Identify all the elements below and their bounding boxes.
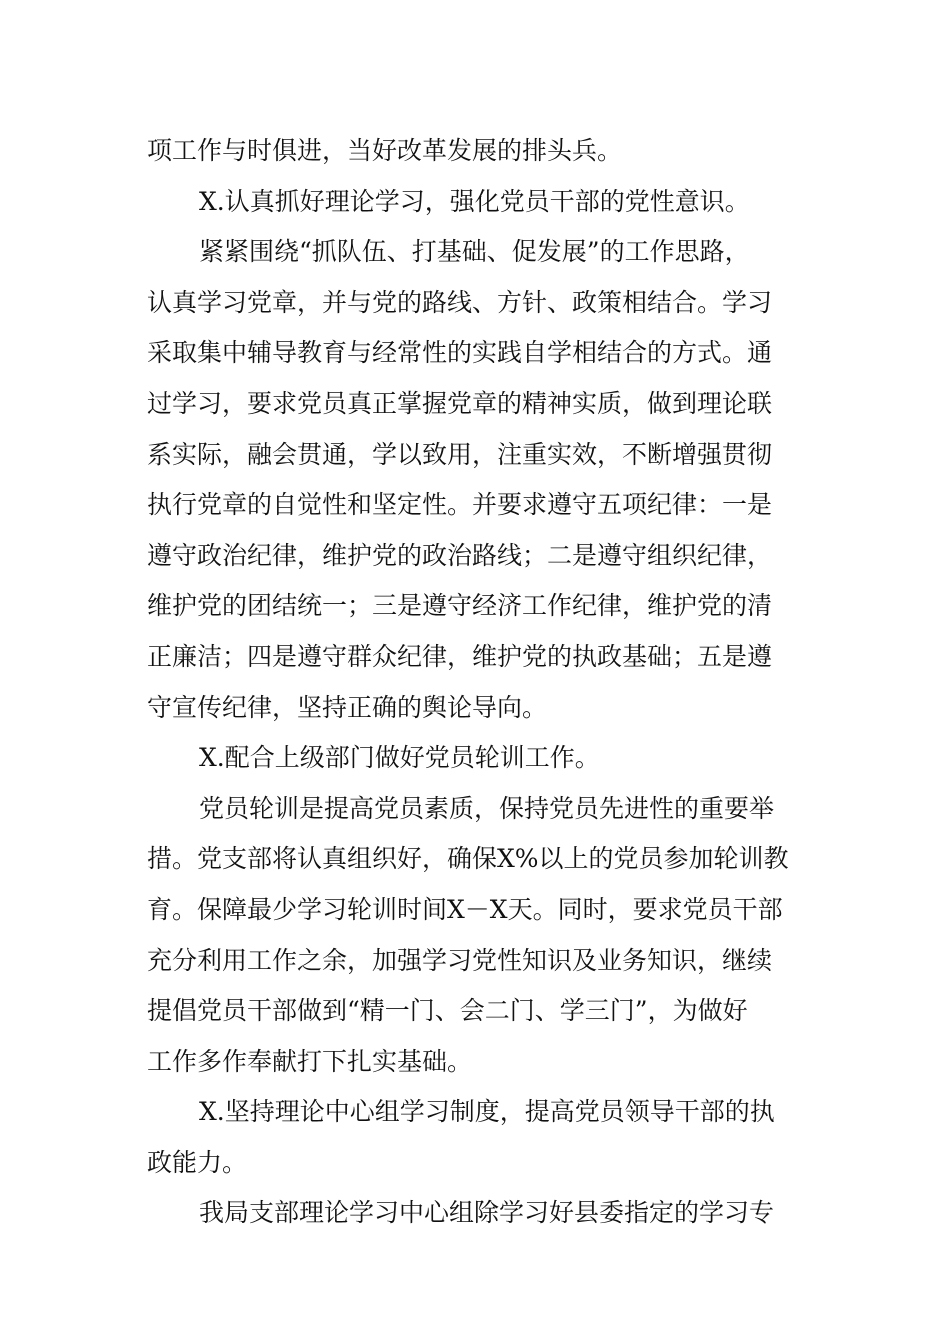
text-line: 维护党的团结统一；三是遵守经济工作纪律，维护党的清 [147, 591, 773, 621]
text-line: 项工作与时俱进，当好改革发展的排头兵。 [147, 136, 623, 165]
section-heading: X.认真抓好理论学习，强化党员干部的党性意识。 [199, 186, 750, 216]
text-line: 认真学习党章，并与党的路线、方针、政策相结合。学习 [147, 287, 773, 317]
paragraph-first-line: 党员轮训是提高党员素质，保持党员先进性的重要举 [199, 793, 775, 823]
text-line: 执行党章的自觉性和坚定性。并要求遵守五项纪律：一是 [147, 490, 773, 520]
text-line: 政能力。 [147, 1147, 248, 1177]
text-line: 采取集中辅导教育与经常性的实践自学相结合的方式。通 [147, 338, 773, 368]
section-heading: X.坚持理论中心组学习制度，提高党员领导干部的执 [199, 1097, 775, 1127]
document-body [147, 126, 807, 1239]
paragraph-first-line: 紧紧围绕“抓队伍、打基础、促发展”的工作思路， [199, 237, 750, 267]
text-line: 充分利用工作之余，加强学习党性知识及业务知识，继续 [147, 945, 773, 975]
text-line: 过学习，要求党员真正掌握党章的精神实质，做到理论联 [147, 388, 773, 418]
text-line: 守宣传纪律，坚持正确的舆论导向。 [147, 692, 548, 722]
text-line: 育。保障最少学习轮训时间X－X天。同时，要求党员干部 [147, 894, 783, 924]
text-line: 遵守政治纪律，维护党的政治路线；二是遵守组织纪律， [147, 540, 773, 570]
section-heading: X.配合上级部门做好党员轮训工作。 [199, 743, 600, 773]
text-line: 工作多作奉献打下扎实基础。 [147, 1046, 473, 1076]
text-line: 正廉洁；四是遵守群众纪律，维护党的执政基础；五是遵 [147, 641, 773, 671]
paragraph-first-line: 我局支部理论学习中心组除学习好县委指定的学习专 [199, 1198, 775, 1228]
text-line: 系实际，融会贯通，学以致用，注重实效，不断增强贯彻 [147, 439, 773, 469]
text-line: 措。党支部将认真组织好，确保X%以上的党员参加轮训教 [147, 844, 789, 874]
text-line: 提倡党员干部做到“精一门、会二门、学三门”，为做好 [147, 996, 748, 1026]
